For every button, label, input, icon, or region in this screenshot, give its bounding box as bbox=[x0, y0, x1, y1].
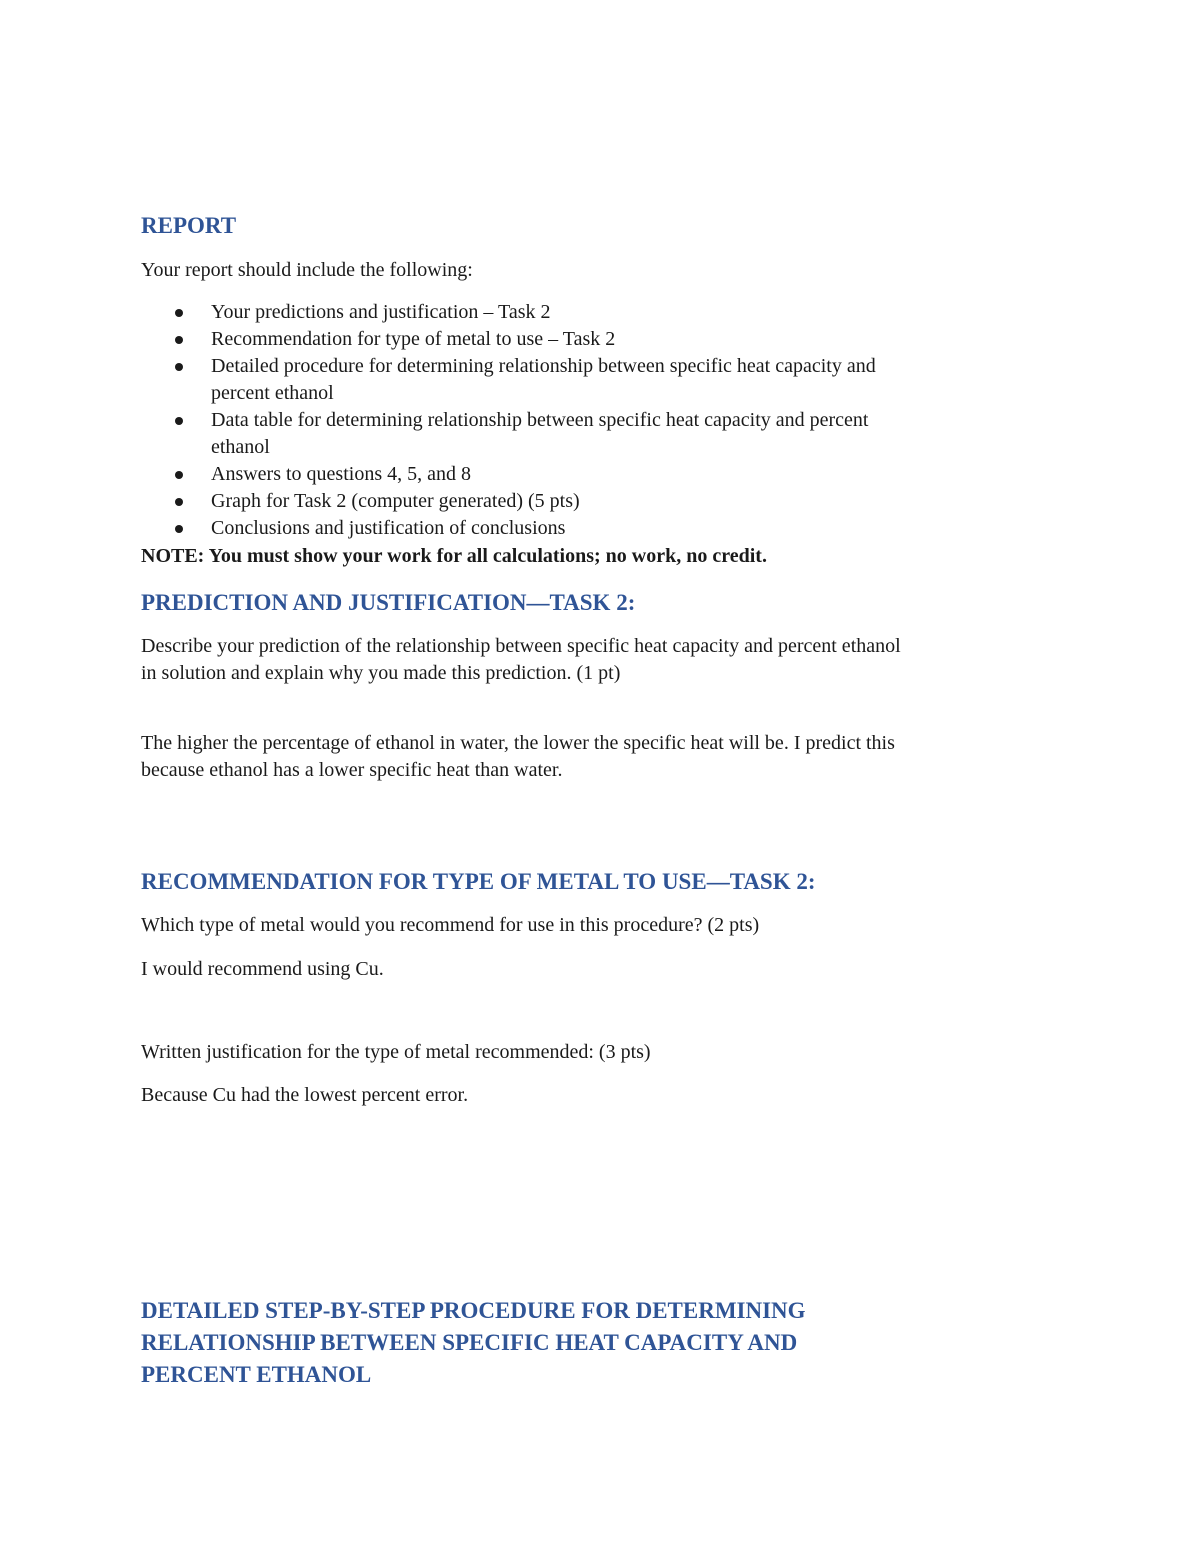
recommendation-answer: I would recommend using Cu. bbox=[141, 958, 384, 980]
work-note: NOTE: You must show your work for all calculations; no work, no credit. bbox=[141, 545, 767, 567]
prediction-prompt-line2: in solution and explain why you made this prediction. (1 pt) bbox=[141, 662, 621, 684]
prediction-answer-line1: The higher the percentage of ethanol in water, the lower the specific heat will be. I predict this bbox=[141, 732, 895, 754]
bullet-icon bbox=[175, 525, 183, 533]
list-item-text: Graph for Task 2 (computer generated) (5 pts) bbox=[211, 490, 580, 512]
list-item-text: Your predictions and justification – Task 2 bbox=[211, 301, 551, 323]
report-intro: Your report should include the following: bbox=[141, 259, 473, 281]
report-heading: REPORT bbox=[141, 213, 237, 238]
procedure-heading-line2: RELATIONSHIP BETWEEN SPECIFIC HEAT CAPACITY AND bbox=[141, 1330, 798, 1355]
list-item bbox=[141, 326, 876, 353]
list-item bbox=[141, 353, 876, 407]
list-item-text: Answers to questions 4, 5, and 8 bbox=[211, 463, 471, 485]
prediction-heading: PREDICTION AND JUSTIFICATION—TASK 2: bbox=[141, 590, 636, 615]
list-item-text-continued: ethanol bbox=[211, 436, 270, 458]
bullet-icon bbox=[175, 498, 183, 506]
list-item-text: Conclusions and justification of conclusions bbox=[211, 517, 566, 539]
list-item bbox=[141, 515, 876, 542]
recommendation-question: Which type of metal would you recommend for use in this procedure? (2 pts) bbox=[141, 914, 760, 936]
bullet-icon bbox=[175, 336, 183, 344]
justification-answer: Because Cu had the lowest percent error. bbox=[141, 1084, 469, 1106]
bullet-icon bbox=[175, 471, 183, 479]
bullet-icon bbox=[175, 363, 183, 371]
prediction-answer-line2: because ethanol has a lower specific heat than water. bbox=[141, 759, 563, 781]
list-item bbox=[141, 488, 876, 515]
list-item-text: Recommendation for type of metal to use – Task 2 bbox=[211, 328, 616, 350]
report-requirements-list bbox=[141, 299, 876, 542]
list-item-text: Data table for determining relationship between specific heat capacity and percent bbox=[211, 409, 869, 431]
list-item bbox=[141, 407, 876, 461]
list-item bbox=[141, 461, 876, 488]
bullet-icon bbox=[175, 417, 183, 425]
prediction-prompt-line1: Describe your prediction of the relationship between specific heat capacity and percent ethanol bbox=[141, 635, 901, 657]
bullet-icon bbox=[175, 309, 183, 317]
list-item bbox=[141, 299, 876, 326]
procedure-heading-line1: DETAILED STEP-BY-STEP PROCEDURE FOR DETERMINING bbox=[141, 1298, 806, 1323]
list-item-text: Detailed procedure for determining relationship between specific heat capacity and bbox=[211, 355, 876, 377]
list-item-text-continued: percent ethanol bbox=[211, 382, 334, 404]
procedure-heading-line3: PERCENT ETHANOL bbox=[141, 1362, 372, 1387]
justification-prompt: Written justification for the type of metal recommended: (3 pts) bbox=[141, 1041, 651, 1063]
recommendation-heading: RECOMMENDATION FOR TYPE OF METAL TO USE—TASK 2: bbox=[141, 869, 816, 894]
